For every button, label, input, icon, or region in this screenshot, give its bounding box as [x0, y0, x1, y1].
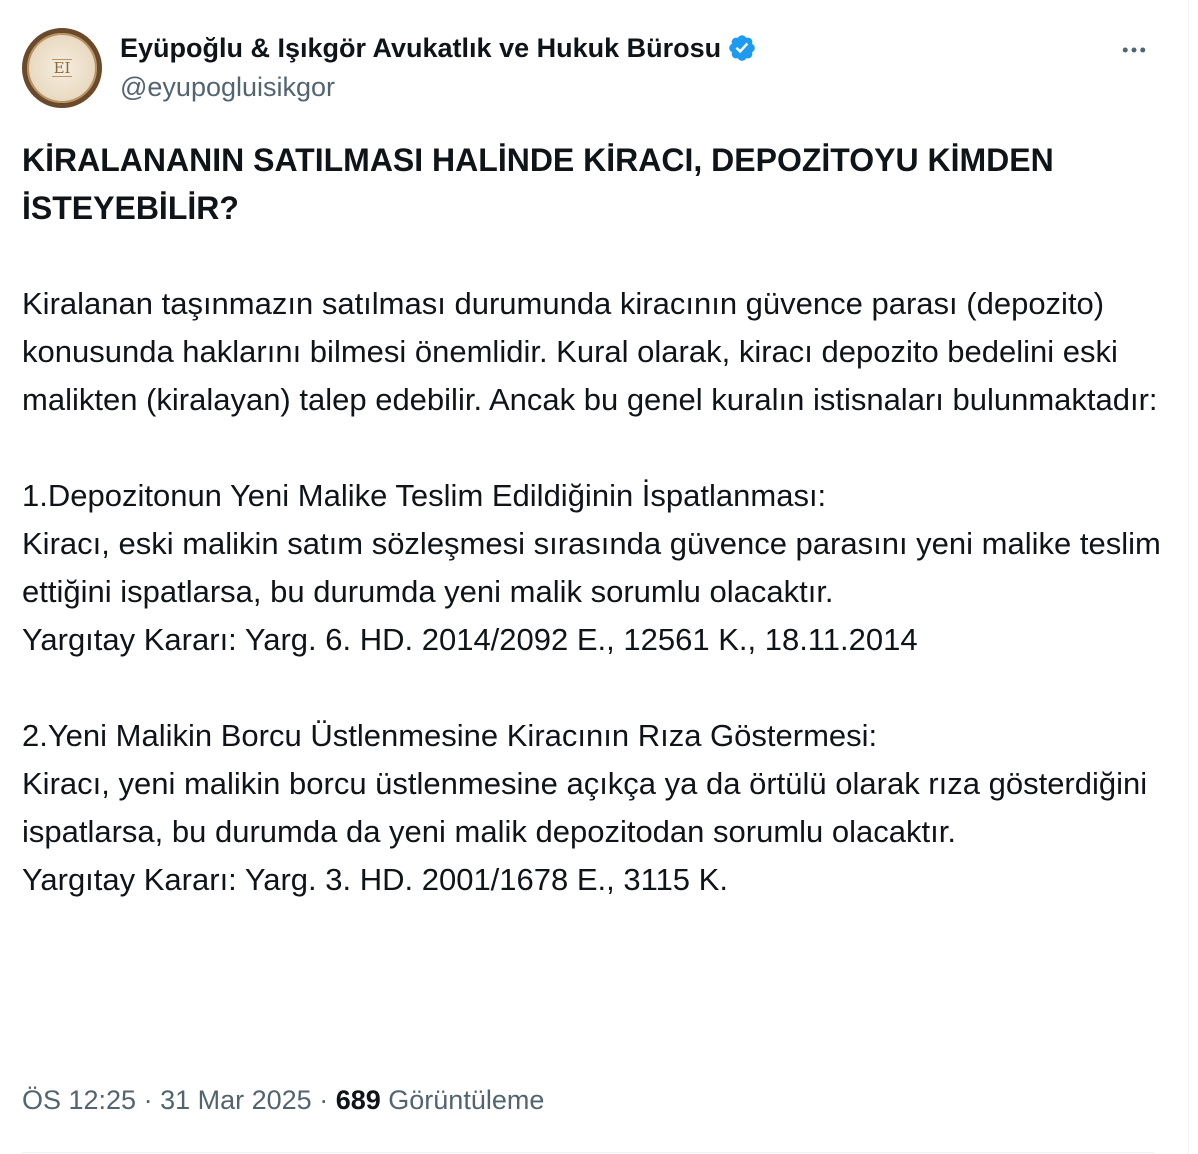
spacer	[22, 232, 1172, 280]
meta-separator: ·	[319, 1085, 336, 1115]
more-options-button[interactable]	[1112, 30, 1156, 70]
section2-ruling: Yargıtay Kararı: Yarg. 3. HD. 2001/1678 E., 3115 K.	[22, 862, 728, 897]
author-handle[interactable]: @eyupogluisikgor	[120, 72, 336, 102]
tweet-headline: KİRALANANIN SATILMASI HALİNDE KİRACI, DEPOZİTOYU KİMDEN İSTEYEBİLİR?	[22, 142, 1054, 226]
more-horizontal-icon	[1119, 35, 1149, 65]
views-count: 689	[335, 1085, 389, 1115]
tweet-text	[22, 136, 1172, 904]
section1-body: Kiracı, eski malikin satım sözleşmesi sırasında güvence parasını yeni malike teslim ettiğini ispatlarsa, bu durumda yeni malik sorumlu olacaktır.	[22, 526, 1161, 609]
section1-title: 1.Depozitonun Yeni Malike Teslim Edildiğinin İspatlanması:	[22, 478, 827, 513]
author-name-row	[120, 30, 757, 66]
author-display-name[interactable]: Eyüpoğlu & Işıkgör Avukatlık ve Hukuk Bürosu	[120, 32, 722, 63]
section2-body: Kiracı, yeni malikin borcu üstlenmesine açıkça ya da örtülü olarak rıza gösterdiğini ispatlarsa, bu durumda da yeni malik depozitodan sorumlu olacaktır.	[22, 766, 1148, 849]
column-border	[1188, 0, 1189, 1154]
spacer	[22, 664, 1172, 712]
tweet-date[interactable]: 31 Mar 2025	[160, 1085, 312, 1115]
meta-separator: ·	[143, 1085, 161, 1115]
section1-ruling: Yargıtay Kararı: Yarg. 6. HD. 2014/2092 E., 12561 K., 18.11.2014	[22, 622, 918, 657]
tweet-time[interactable]: ÖS 12:25	[22, 1085, 137, 1115]
spacer	[22, 424, 1172, 472]
author-avatar[interactable]	[22, 28, 102, 108]
divider	[22, 1152, 1154, 1153]
tweet-meta	[22, 1078, 544, 1122]
verified-badge-icon[interactable]	[727, 33, 757, 63]
views-label: Görüntüleme	[388, 1085, 545, 1115]
tweet-intro: Kiralanan taşınmazın satılması durumunda kiracının güvence parası (depozito) konusunda haklarını bilmesi önemlidir. Kural olarak, kiracı depozito bedelini eski malikten (kiralayan) talep edebilir. Ancak bu genel kuralın istisnaları bulunmaktadır:	[22, 286, 1158, 417]
avatar-monogram: EI	[53, 59, 71, 77]
section2-title: 2.Yeni Malikin Borcu Üstlenmesine Kiracının Rıza Göstermesi:	[22, 718, 878, 753]
